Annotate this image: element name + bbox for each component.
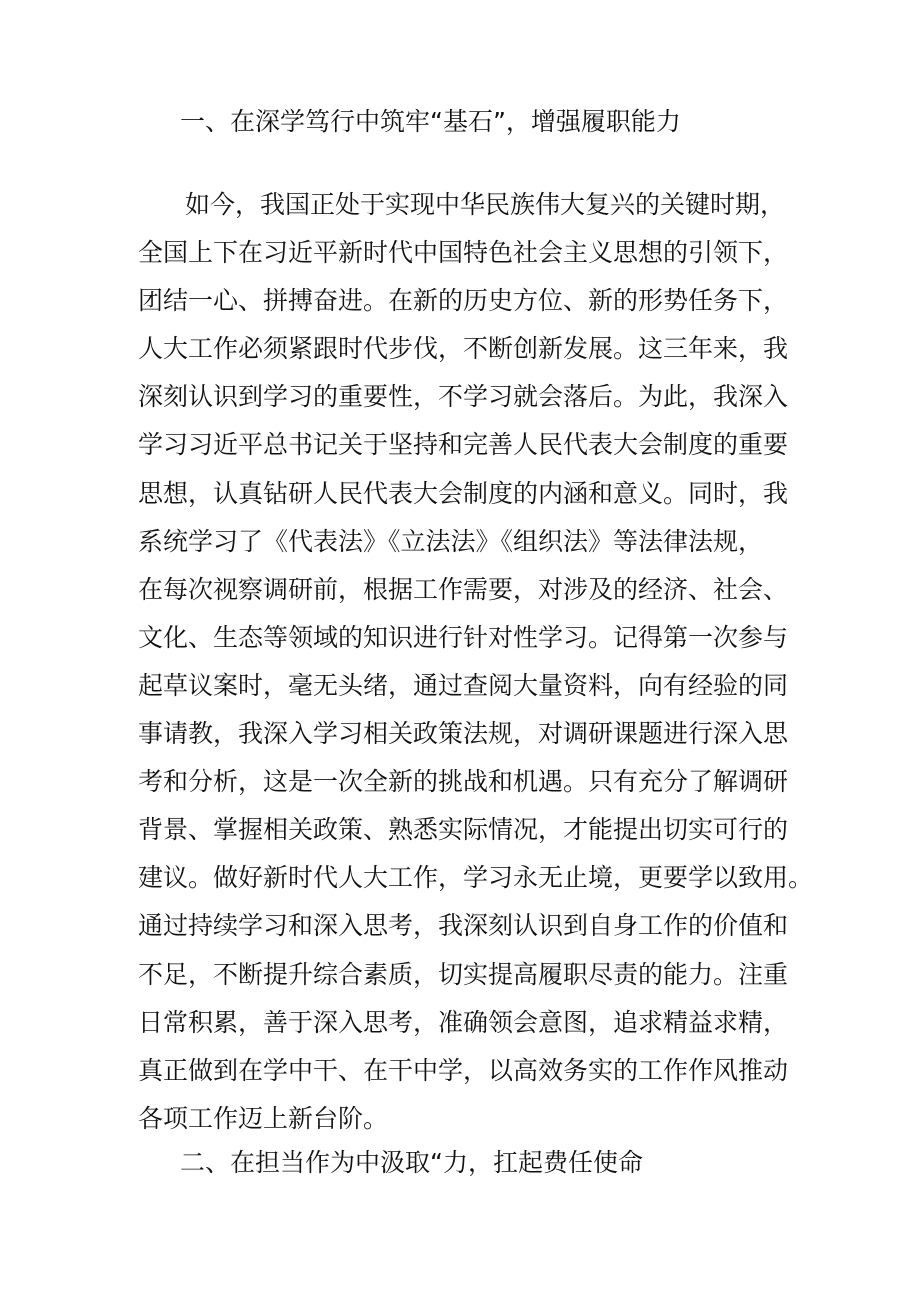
paragraph-line: 思想，认真钻研人民代表大会制度的内涵和意义。同时，我 [138, 478, 789, 508]
paragraph-line: 事请教，我深入学习相关政策法规，对调研课题进行深入思 [138, 719, 789, 749]
paragraph-line: 通过持续学习和深入思考，我深刻认识到自身工作的价值和 [138, 911, 789, 941]
paragraph-line: 深刻认识到学习的重要性，不学习就会落后。为此，我深入 [138, 382, 789, 412]
section-heading-1: 一、在深学笃行中筑牢“基石”，增强履职能力 [180, 107, 681, 136]
section-heading-2: 二、在担当作为中汲取“力，扛起费任使命 [180, 1148, 643, 1177]
paragraph-line: 背景、掌握相关政策、熟悉实际情况，才能提出切实可行的 [138, 815, 789, 845]
paragraph-line: 起草议案时，毫无头绪，通过查阅大量资料，向有经验的同 [138, 670, 789, 700]
paragraph-line: 如今，我国正处于实现中华民族伟大复兴的关键时期， [185, 190, 786, 219]
paragraph-line: 建议。做好新时代人大工作，学习永无止境，更要学以致用。 [138, 863, 814, 893]
paragraph-line: 真正做到在学中干、在干中学，以高效务实的工作作风推动 [138, 1055, 789, 1085]
paragraph-line: 在每次视察调研前，根据工作需要，对涉及的经济、社会、 [138, 574, 789, 604]
paragraph-line: 各项工作迈上新台阶。 [138, 1103, 389, 1133]
paragraph-line: 人大工作必须紧跟时代步伐，不断创新发展。这三年来，我 [138, 334, 789, 364]
paragraph-line: 学习习近平总书记关于坚持和完善人民代表大会制度的重要 [138, 430, 789, 460]
paragraph-line: 日常积累，善于深入思考，准确领会意图，追求精益求精， [138, 1007, 789, 1037]
paragraph-line: 全国上下在习近平新时代中国特色社会主义思想的引领下， [138, 238, 789, 268]
paragraph-line: 系统学习了《代表法》《立法法》《组织法》等法律法规， [138, 526, 764, 556]
paragraph-line: 考和分析，这是一次全新的挑战和机遇。只有充分了解调研 [138, 767, 789, 797]
paragraph-line: 团结一心、拼搏奋进。在新的历史方位、新的形势任务下， [138, 286, 789, 316]
paragraph-line: 文化、生态等领域的知识进行针对性学习。记得第一次参与 [138, 622, 789, 652]
body-paragraph [138, 181, 814, 1143]
paragraph-line: 不足，不断提升综合素质，切实提高履职尽责的能力。注重 [138, 959, 789, 989]
